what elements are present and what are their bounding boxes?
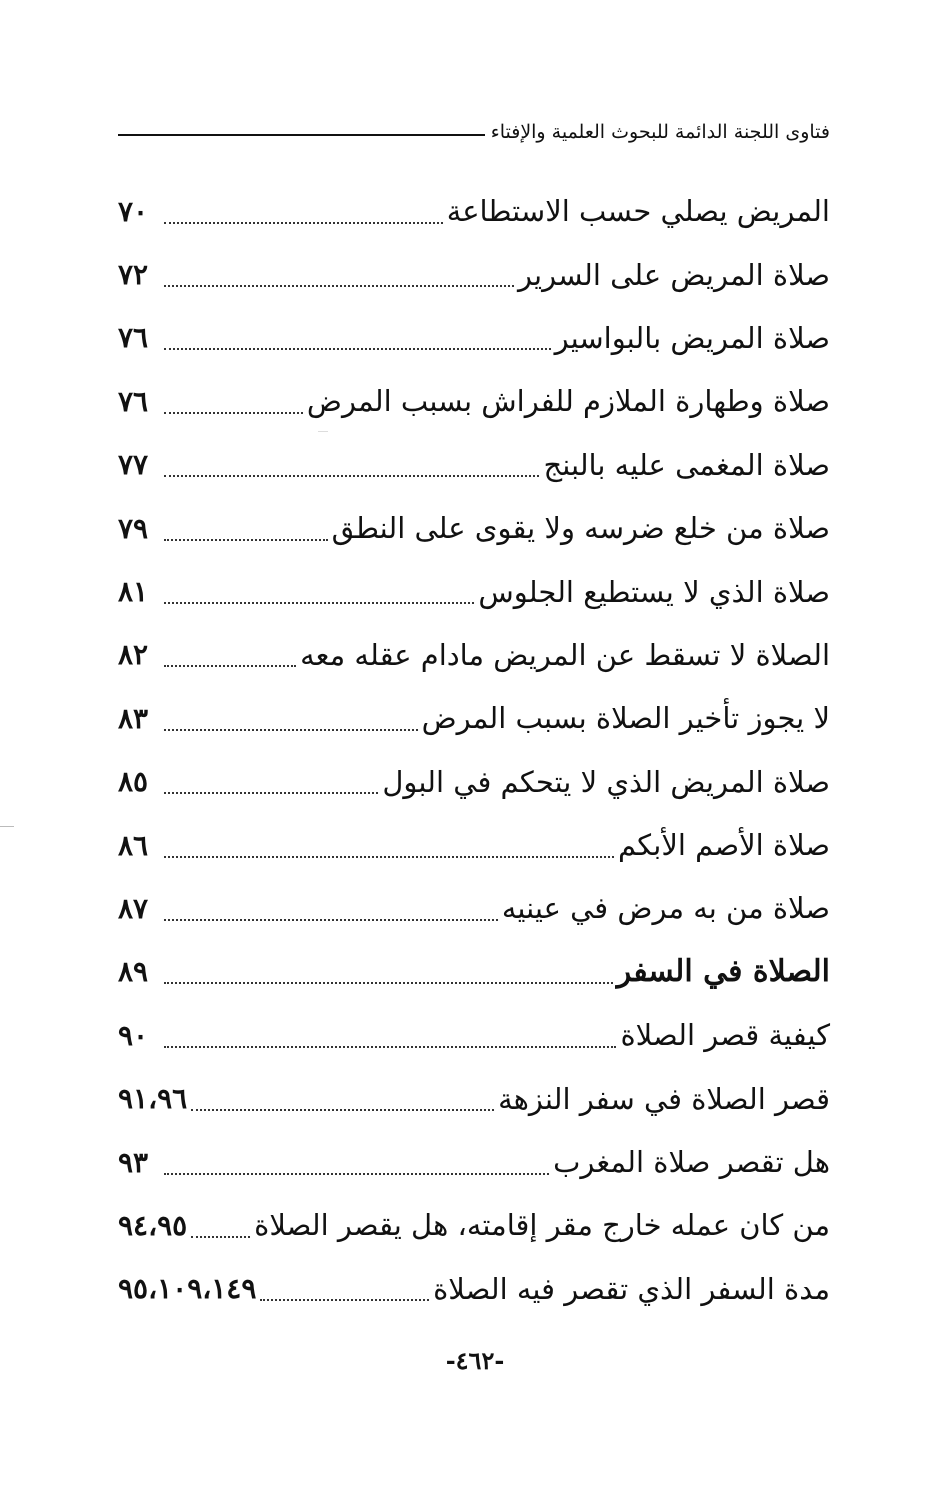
toc-entry (118, 1258, 830, 1321)
toc-page-number: ٨١ (118, 575, 149, 609)
dot-leader (164, 348, 551, 350)
toc-page-number: ٨٥ (118, 765, 149, 799)
toc-entry (118, 624, 830, 687)
dot-leader (164, 729, 418, 731)
dot-leader (164, 982, 613, 984)
toc-page-number: ٧٧ (118, 448, 149, 482)
dot-leader (164, 792, 378, 794)
dot-leader (260, 1299, 429, 1301)
toc-page-number: ٩٥،١٠٩،١٤٩ (118, 1272, 257, 1306)
toc-entry (118, 1067, 830, 1130)
dot-leader (164, 285, 514, 287)
toc-page-number: ٨٣ (118, 701, 149, 735)
table-of-contents (118, 180, 830, 1321)
toc-entry-title: صلاة من خلع ضرسه ولا يقوى على النطق (331, 511, 830, 546)
toc-page-number: ٧٢ (118, 258, 149, 292)
toc-entry (118, 877, 830, 940)
dot-leader (164, 602, 474, 604)
toc-entry (118, 497, 830, 560)
toc-entry-title: من كان عمله خارج مقر إقامته، هل يقصر الصلاة (254, 1208, 830, 1243)
toc-page-number: ٧٦ (118, 384, 149, 418)
dot-leader (191, 1109, 494, 1111)
toc-entry (118, 1194, 830, 1257)
scan-speck (318, 431, 328, 432)
toc-entry-title: لا يجوز تأخير الصلاة بسبب المرض (421, 701, 830, 736)
page-number: -٤٦٢- (445, 1346, 505, 1375)
toc-entry-title: صلاة المغمى عليه بالبنج (543, 447, 830, 482)
running-title: فتاوى اللجنة الدائمة للبحوث العلمية والإفتاء (490, 120, 830, 143)
running-header (118, 112, 830, 152)
toc-entry (118, 687, 830, 750)
toc-entry-title: صلاة المريض الذي لا يتحكم في البول (382, 764, 830, 799)
toc-entry-title: صلاة الأصم الأبكم (617, 828, 830, 863)
toc-entry-title: صلاة الذي لا يستطيع الجلوس (478, 574, 830, 609)
toc-entry-title: الصلاة لا تسقط عن المريض مادام عقله معه (300, 637, 830, 672)
toc-entry (118, 307, 830, 370)
toc-entry (118, 1131, 830, 1194)
dot-leader (164, 222, 443, 224)
toc-page-number: ٧٩ (118, 511, 149, 545)
toc-entry (118, 560, 830, 623)
toc-entry (118, 751, 830, 814)
toc-page-number: ٧٠ (118, 194, 149, 228)
dot-leader (164, 919, 498, 921)
toc-entry (118, 243, 830, 306)
toc-entry-title: المريض يصلي حسب الاستطاعة (446, 194, 830, 229)
toc-entry-title: هل تقصر صلاة المغرب (553, 1145, 830, 1180)
toc-entry (118, 814, 830, 877)
toc-section-heading: الصلاة في السفر (616, 954, 830, 990)
scan-margin-mark (0, 826, 14, 827)
dot-leader (164, 1173, 549, 1175)
dot-leader (164, 539, 328, 541)
toc-page-number: ٧٦ (118, 321, 149, 355)
toc-entry (118, 1004, 830, 1067)
toc-entry-title: صلاة من به مرض في عينيه (501, 891, 830, 926)
toc-entry-title: مدة السفر الذي تقصر فيه الصلاة (433, 1271, 830, 1306)
dot-leader (164, 856, 614, 858)
header-rule (118, 134, 485, 136)
toc-page-number: ٩٣ (118, 1145, 149, 1179)
toc-entry-title: صلاة المريض بالبواسير (554, 320, 830, 355)
toc-page-number: ٩٠ (118, 1018, 149, 1052)
toc-entry (118, 180, 830, 243)
toc-entry (118, 370, 830, 433)
toc-entry-title: كيفية قصر الصلاة (620, 1018, 830, 1053)
toc-page-number: ٨٦ (118, 828, 149, 862)
toc-page-number: ٩١،٩٦ (118, 1082, 188, 1116)
toc-page-number: ٨٩ (118, 955, 149, 989)
toc-entry-title: صلاة المريض على السرير (518, 257, 830, 292)
toc-page-number: ٩٤،٩٥ (118, 1208, 188, 1242)
toc-page-number: ٨٢ (118, 638, 149, 672)
dot-leader (164, 1046, 616, 1048)
toc-entry (118, 941, 830, 1004)
dot-leader (164, 665, 296, 667)
toc-page-number: ٨٧ (118, 891, 149, 925)
dot-leader (164, 412, 303, 414)
toc-entry-title: صلاة وطهارة الملازم للفراش بسبب المرض (306, 384, 830, 419)
dot-leader (191, 1236, 250, 1238)
dot-leader (164, 475, 539, 477)
toc-entry-title: قصر الصلاة في سفر النزهة (498, 1081, 830, 1116)
toc-entry (118, 434, 830, 497)
